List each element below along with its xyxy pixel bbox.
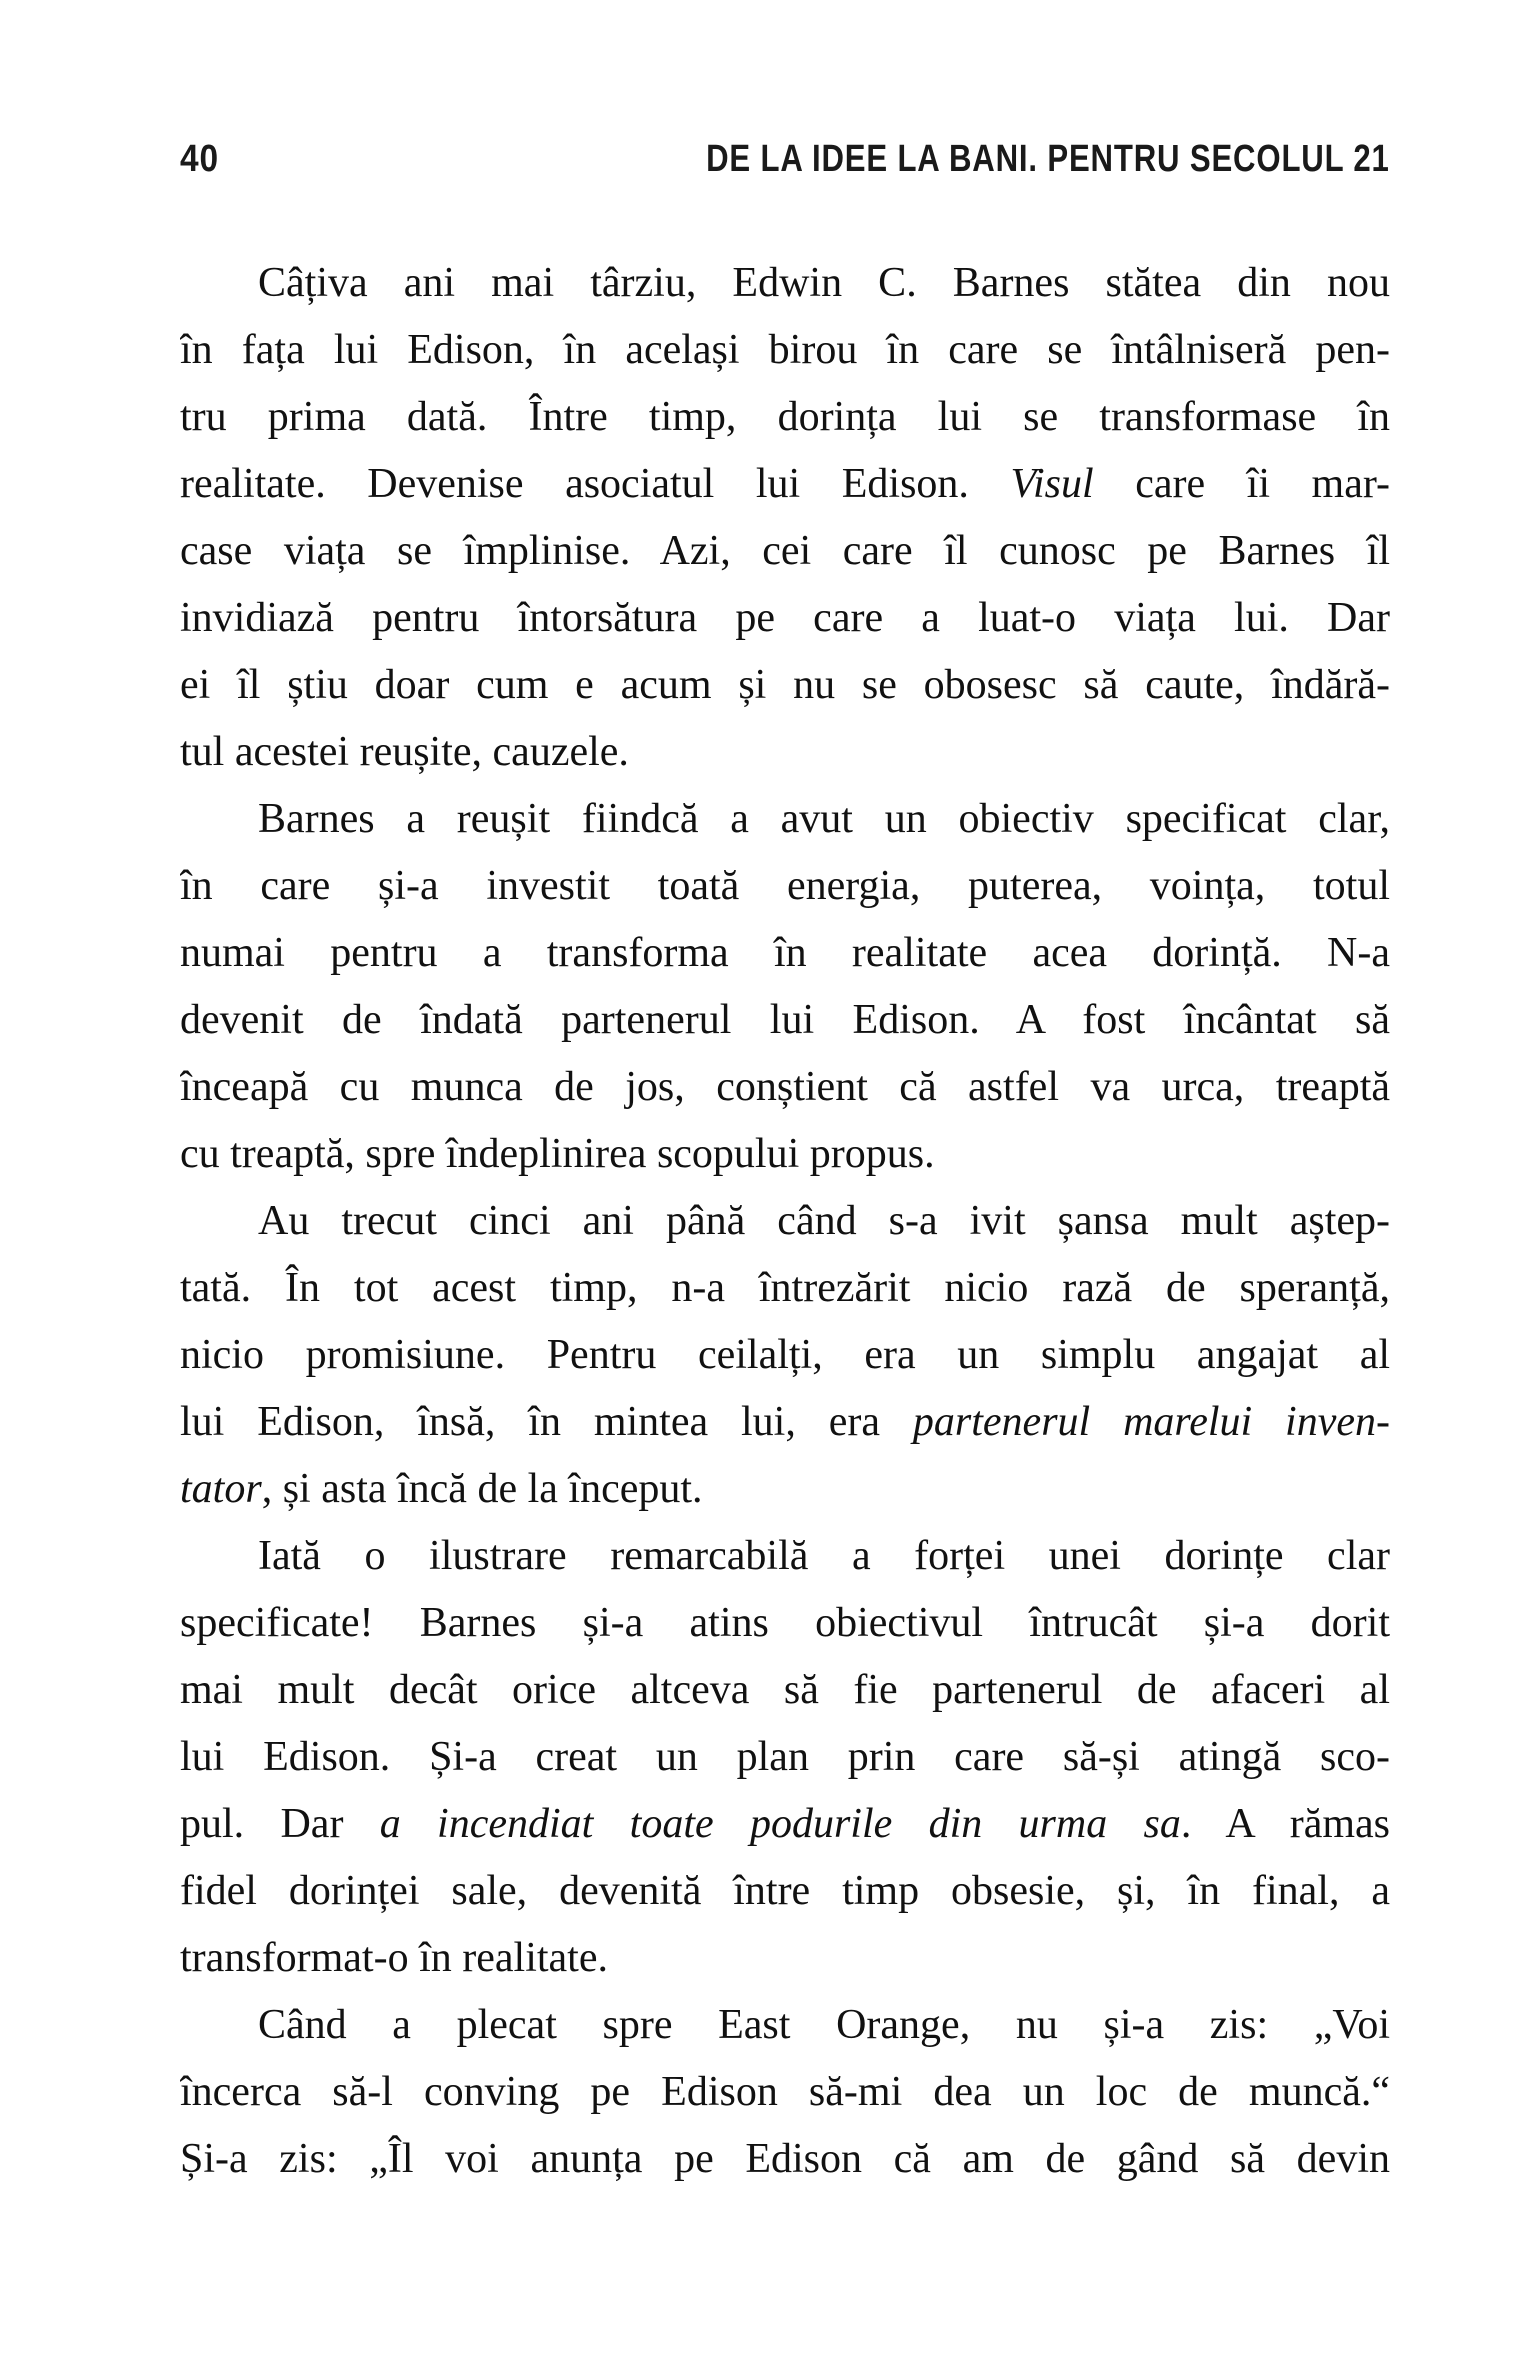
text-line bbox=[180, 585, 1390, 652]
text-segment: numai pentru a transforma în realitate acea dorință. N-a bbox=[180, 930, 1390, 976]
italic-text-segment: partenerul marelui inven- bbox=[912, 1399, 1390, 1445]
text-line bbox=[180, 652, 1390, 719]
italic-text-segment: a incendiat toate podurile din urma sa bbox=[379, 1801, 1181, 1847]
text-segment: nicio promisiune. Pentru ceilalți, era un simplu angajat al bbox=[180, 1332, 1390, 1378]
text-line bbox=[180, 1255, 1390, 1322]
text-segment: Barnes a reușit fiindcă a avut un obiectiv specificat clar, bbox=[258, 796, 1390, 842]
text-line bbox=[180, 719, 1390, 786]
text-segment: specificate! Barnes și-a atins obiectivul întrucât și-a dorit bbox=[180, 1600, 1390, 1646]
text-segment: realitate. Devenise asociatul lui Edison. bbox=[180, 461, 1011, 507]
text-segment: Iată o ilustrare remarcabilă a forței unei dorințe clar bbox=[258, 1533, 1390, 1579]
text-line bbox=[180, 1523, 1390, 1590]
text-segment: în fața lui Edison, în același birou în care se întâlniseră pen- bbox=[180, 327, 1390, 373]
text-line bbox=[180, 853, 1390, 920]
text-line bbox=[180, 1925, 1390, 1992]
text-segment: încerca să-l conving pe Edison să-mi dea un loc de muncă.“ bbox=[180, 2069, 1390, 2115]
text-segment: case viața se împlinise. Azi, cei care îl cunosc pe Barnes îl bbox=[180, 528, 1390, 574]
text-line bbox=[180, 1322, 1390, 1389]
text-line bbox=[180, 2126, 1390, 2193]
text-line bbox=[180, 920, 1390, 987]
running-title: DE LA IDEE LA BANI. PENTRU SECOLUL 21 bbox=[706, 138, 1390, 180]
text-segment: fidel dorinței sale, devenită între timp obsesie, și, în final, a bbox=[180, 1868, 1390, 1914]
text-segment: mai mult decât orice altceva să fie partenerul de afaceri al bbox=[180, 1667, 1390, 1713]
text-segment: lui Edison. Și-a creat un plan prin care să-și atingă sco- bbox=[180, 1734, 1390, 1780]
text-segment: lui Edison, însă, în mintea lui, era bbox=[180, 1399, 913, 1445]
text-segment: devenit de îndată partenerul lui Edison. A fost încântat să bbox=[180, 997, 1390, 1043]
text-line bbox=[180, 317, 1390, 384]
text-line bbox=[180, 1054, 1390, 1121]
text-segment: tul acestei reușite, cauzele. bbox=[180, 729, 629, 775]
text-segment: pul. Dar bbox=[180, 1801, 380, 1847]
text-segment: care îi mar- bbox=[1093, 461, 1390, 507]
text-line bbox=[180, 250, 1390, 317]
text-segment: . A rămas bbox=[1180, 1801, 1390, 1847]
text-line bbox=[180, 1724, 1390, 1791]
text-line bbox=[180, 2059, 1390, 2126]
text-line bbox=[180, 1590, 1390, 1657]
body-text bbox=[180, 250, 1390, 2193]
text-line bbox=[180, 987, 1390, 1054]
text-line bbox=[180, 1791, 1390, 1858]
text-segment: tru prima dată. Între timp, dorința lui se transformase în bbox=[180, 394, 1390, 440]
italic-text-segment: Visul bbox=[1010, 461, 1094, 507]
text-segment: Au trecut cinci ani până când s-a ivit șansa mult aștep- bbox=[258, 1198, 1390, 1244]
text-segment: invidiază pentru întorsătura pe care a luat-o viața lui. Dar bbox=[180, 595, 1390, 641]
text-segment: Și-a zis: „Îl voi anunța pe Edison că am de gând să devin bbox=[180, 2136, 1390, 2182]
text-segment: Când a plecat spre East Orange, nu și-a zis: „Voi bbox=[258, 2002, 1390, 2048]
text-line bbox=[180, 1456, 1390, 1523]
italic-text-segment: tator bbox=[180, 1466, 262, 1512]
text-line bbox=[180, 786, 1390, 853]
page-number: 40 bbox=[180, 138, 219, 180]
text-line bbox=[180, 1389, 1390, 1456]
text-segment: în care și-a investit toată energia, puterea, voința, totul bbox=[180, 863, 1390, 909]
text-line bbox=[180, 1657, 1390, 1724]
text-line bbox=[180, 1992, 1390, 2059]
text-line bbox=[180, 1121, 1390, 1188]
text-segment: Câțiva ani mai târziu, Edwin C. Barnes stătea din nou bbox=[258, 260, 1390, 306]
text-line bbox=[180, 1858, 1390, 1925]
text-segment: înceapă cu munca de jos, conștient că astfel va urca, treaptă bbox=[180, 1064, 1390, 1110]
text-segment: tată. În tot acest timp, n-a întrezărit nicio rază de speranță, bbox=[180, 1265, 1390, 1311]
text-segment: cu treaptă, spre îndeplinirea scopului propus. bbox=[180, 1131, 935, 1177]
text-segment: transformat-o în realitate. bbox=[180, 1935, 608, 1981]
text-line bbox=[180, 384, 1390, 451]
text-line bbox=[180, 451, 1390, 518]
text-line bbox=[180, 518, 1390, 585]
text-segment: ei îl știu doar cum e acum și nu se obosesc să caute, îndără- bbox=[180, 662, 1390, 708]
page-header bbox=[180, 138, 1390, 182]
text-line bbox=[180, 1188, 1390, 1255]
text-segment: , și asta încă de la început. bbox=[261, 1466, 703, 1512]
